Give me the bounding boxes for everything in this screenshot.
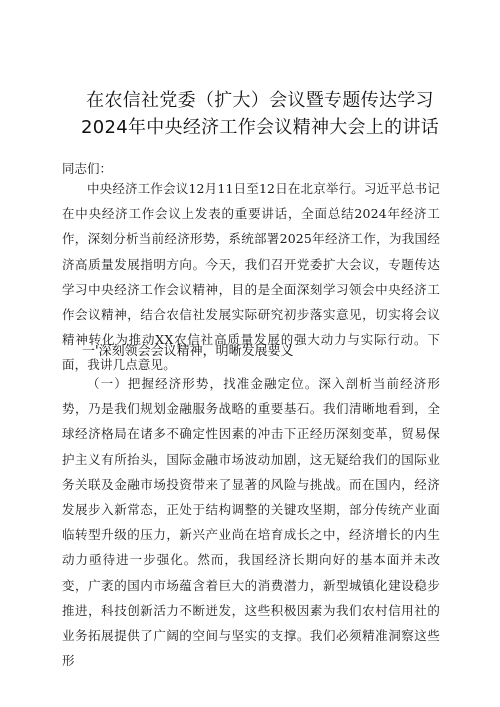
document-title-line-2: 2024年中央经济工作会议精神大会上的讲话 [80, 117, 440, 138]
body-paragraph-2: （一）把握经济形势，找准金融定位。深入剖析当前经济形势，乃是我们规划金融服务战略的重要基石。我们清晰地看到，全球经济格局在诸多不确定性因素的冲击下正经历深刻变革，贸易保护主义有所抬头，国际金融市场波动加剧，这无疑给我们的国际业务关联及金融市场投资带来了显著的风险与挑战。而在国内，经济发展步入新常态，正处于结构调整的关键攻坚期，部分传统产业面临转型升级的压力，新兴产业尚在培育成长之中，经济增长的内生动力亟待进一步强化。然而，我国经济长期向好的基本面并未改变，广袤的国内市场蕴含着巨大的消费潜力，新型城镇化建设稳步推进，科技创新活力不断迸发，这些积极因素为我们农村信用社的业务拓展提供了广阔的空间与坚实的支撑。我们必须精准洞察这些形 [62, 376, 440, 669]
body-paragraph-1: 中央经济工作会议12月11日至12日在北京举行。习近平总书记在中央经济工作会议上发表的重要讲话，全面总结2024年经济工作，深刻分析当前经济形势，系统部署2025年经济工作，为我国经济高质量发展指明方向。今天，我们召开党委扩大会议，专题传达学习中央经济工作会议精神，目的是全面深刻学习领会中央经济工作会议精神，结合农信社发展实际研究初步落实意见，切实将会议精神转化为推动XX农信社高质量发展的强大动力与实际行动。下面，我讲几点意见。 [62, 181, 440, 373]
section-heading-1: 一'深刻领会会议精神，明晰发展要义 [82, 344, 294, 359]
document-title-line-1: 在农信社党委（扩大）会议暨专题传达学习 [86, 90, 434, 111]
salutation: 同志们： [62, 161, 113, 176]
